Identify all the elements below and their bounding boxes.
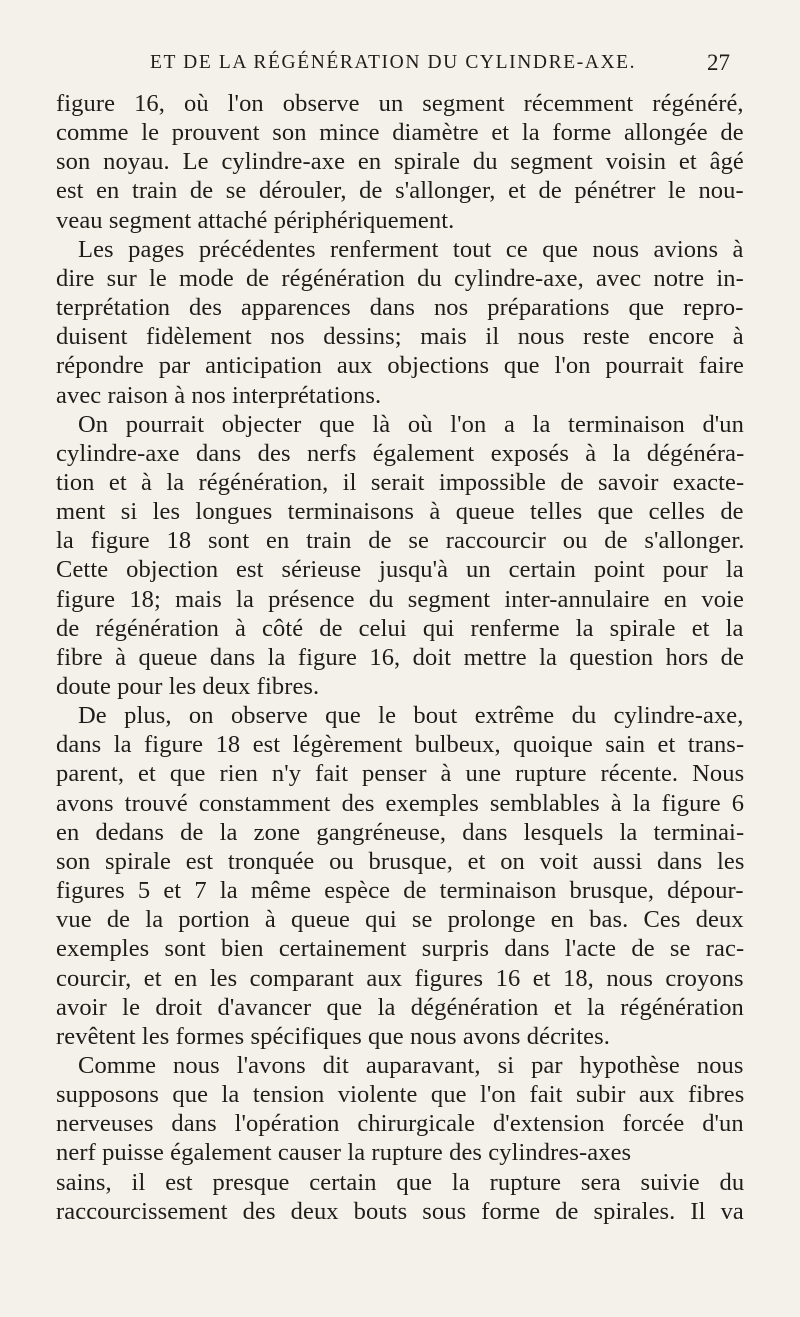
- text-line: figures 5 et 7 la même espèce de terminaison brusque, dépour-: [56, 877, 744, 905]
- text-line: de régénération à côté de celui qui renferme la spirale et la: [56, 614, 744, 642]
- text-line: On pourrait objecter que là où l'on a la terminaison d'un: [78, 410, 745, 438]
- text-line: revêtent les formes spécifiques que nous avons décrites.: [56, 1022, 610, 1050]
- text-line: fibre à queue dans la figure 16, doit mettre la question hors de: [56, 643, 744, 671]
- text-line: répondre par anticipation aux objections que l'on pourrait faire: [56, 352, 745, 380]
- text-line: cylindre-axe dans des nerfs également exposés à la dégénéra-: [56, 439, 745, 467]
- text-line: duisent fidèlement nos dessins; mais il nous reste encore à: [56, 323, 744, 351]
- text-line: son noyau. Le cylindre-axe en spirale du segment voisin et âgé: [56, 148, 744, 176]
- text-line: courcir, et en les comparant aux figures 16 et 18, nous croyons: [56, 964, 744, 992]
- text-line: nerveuses dans l'opération chirurgicale d'extension forcée d'un: [56, 1110, 744, 1138]
- text-line: Comme nous l'avons dit auparavant, si par hypothèse nous: [78, 1051, 744, 1079]
- text-line: Cette objection est sérieuse jusqu'à un certain point pour la: [56, 556, 744, 584]
- text-line: avec raison à nos interprétations.: [56, 381, 382, 409]
- text-line: sains, il est presque certain que la rupture sera suivie du: [56, 1168, 745, 1196]
- text-line: dans la figure 18 est légèrement bulbeux, quoique sain et trans-: [56, 731, 745, 759]
- text-line: comme le prouvent son mince diamètre et la forme allongée de: [56, 119, 744, 147]
- page-header: [150, 52, 730, 82]
- text-line: tion et à la régénération, il serait impossible de savoir exacte-: [56, 468, 745, 496]
- text-line: la figure 18 sont en train de se raccourcir ou de s'allonger.: [56, 527, 745, 555]
- text-line: nerf puisse également causer la rupture des cylindres-axes: [56, 1139, 632, 1167]
- text-line: figure 18; mais la présence du segment inter-annulaire en voie: [56, 585, 744, 613]
- text-line: De plus, on observe que le bout extrême du cylindre-axe,: [78, 702, 744, 730]
- text-line: parent, et que rien n'y fait penser à une rupture récente. Nous: [56, 760, 745, 788]
- page-number: 27: [707, 50, 730, 75]
- running-title: ET DE LA RÉGÉNÉRATION DU CYLINDRE-AXE.: [150, 52, 637, 73]
- text-line: supposons que la tension violente que l'on fait subir aux fibres: [56, 1081, 745, 1109]
- text-line: Les pages précédentes renferment tout ce que nous avions à: [78, 235, 744, 263]
- text-line: figure 16, où l'on observe un segment récemment régénéré,: [56, 90, 744, 117]
- text-line: ment si les longues terminaisons à queue telles que celles de: [56, 498, 744, 526]
- text-line: veau segment attaché périphériquement.: [56, 206, 455, 234]
- text-line: terprétation des apparences dans nos préparations que repro-: [56, 294, 744, 322]
- text-line: raccourcissement des deux bouts sous forme de spirales. Il va: [56, 1197, 744, 1225]
- text-line: avoir le droit d'avancer que la dégénération et la régénération: [56, 993, 744, 1021]
- text-line: exemples sont bien certainement surpris dans l'acte de se rac-: [56, 935, 745, 963]
- text-line: est en train de se dérouler, de s'allonger, et de pénétrer le nou-: [56, 177, 744, 205]
- text-line: avons trouvé constamment des exemples semblables à la figure 6: [56, 789, 745, 817]
- text-line: dire sur le mode de régénération du cylindre-axe, avec notre in-: [56, 264, 744, 292]
- text-line: en dedans de la zone gangréneuse, dans lesquels la terminai-: [56, 818, 745, 846]
- text-line: son spirale est tronquée ou brusque, et on voit aussi dans les: [56, 847, 745, 875]
- text-line: doute pour les deux fibres.: [56, 673, 320, 700]
- text-line: vue de la portion à queue qui se prolonge en bas. Ces deux: [56, 906, 744, 934]
